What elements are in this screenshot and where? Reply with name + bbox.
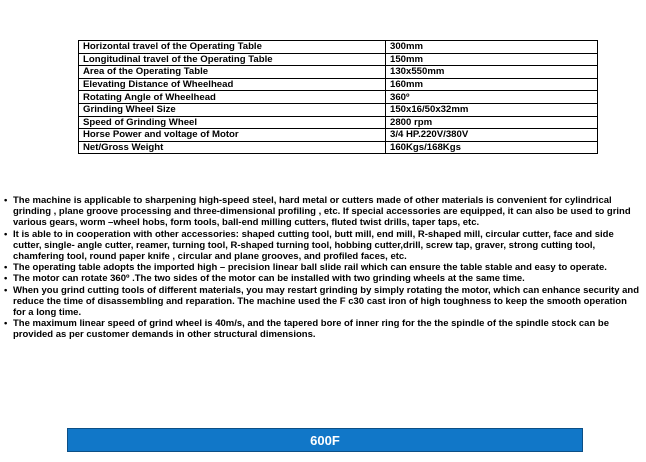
spec-value: 150mm xyxy=(386,53,598,66)
spec-label: Speed of Grinding Wheel xyxy=(79,116,386,129)
spec-row xyxy=(79,103,598,116)
spec-value: 2800 rpm xyxy=(386,116,598,129)
spec-value: 150x16/50x32mm xyxy=(386,103,598,116)
model-label: 600F xyxy=(310,432,340,448)
spec-value: 160mm xyxy=(386,78,598,91)
spec-row xyxy=(79,53,598,66)
spec-row xyxy=(79,141,598,154)
spec-value: 300mm xyxy=(386,41,598,54)
feature-item: • When you grind cutting tools of different materials, you may restart grinding by simply rotating the motor, which can enhance security and reduce the time of disassembling and reparation. The machine used the F c30 cast iron of high toughness to keep the smooth operation for a long time. xyxy=(4,285,640,319)
spec-label: Grinding Wheel Size xyxy=(79,103,386,116)
spec-label: Longitudinal travel of the Operating Table xyxy=(79,53,386,66)
feature-item: • The motor can rotate 360º .The two sides of the motor can be installed with two grinding wheels at the same time. xyxy=(4,273,640,284)
spec-label: Horse Power and voltage of Motor xyxy=(79,129,386,142)
spec-label: Horizontal travel of the Operating Table xyxy=(79,41,386,54)
spec-label: Net/Gross Weight xyxy=(79,141,386,154)
feature-item: • The maximum linear speed of grind wheel is 40m/s, and the tapered bore of inner ring for the the spindle of the spindle stock can be provided as per customer demands in other structural dimensions. xyxy=(4,318,640,340)
spec-label: Elevating Distance of Wheelhead xyxy=(79,78,386,91)
feature-item: • The operating table adopts the imported high – precision linear ball slide rail which can ensure the table stable and easy to operate. xyxy=(4,262,640,273)
feature-item: • The machine is applicable to sharpening high-speed steel, hard metal or cutters made of other materials is convenient for cylindrical grinding , plane groove processing and three-dimensional profiling , etc. If special accessories are equipped, it can also be used to grind various gears, worm –wheel hobs, form tools, ball-end milling cutters, fluted twist drills, taper taps, etc. xyxy=(4,195,640,229)
spec-value: 360º xyxy=(386,91,598,104)
spec-row xyxy=(79,91,598,104)
model-banner xyxy=(67,428,583,452)
spec-value: 160Kgs/168Kgs xyxy=(386,141,598,154)
spec-row xyxy=(79,41,598,54)
spec-label: Area of the Operating Table xyxy=(79,66,386,79)
feature-item: • It is able to in cooperation with other accessories: shaped cutting tool, butt mill, end mill, R-shaped mill, circular cutter, face and side cutter, single- angle cutter, reamer, turning tool, R-shaped turning tool, hobbing cutter,drill, screw tap, graver, strong cutting tool, chamfering tool, round paper knife , circular and plane grooves, and profiled faces, etc. xyxy=(4,229,640,263)
spec-row xyxy=(79,116,598,129)
spec-row xyxy=(79,66,598,79)
spec-value: 3/4 HP.220V/380V xyxy=(386,129,598,142)
spec-table xyxy=(78,40,598,154)
spec-value: 130x550mm xyxy=(386,66,598,79)
spec-label: Rotating Angle of Wheelhead xyxy=(79,91,386,104)
feature-list xyxy=(4,195,640,341)
spec-row xyxy=(79,129,598,142)
spec-row xyxy=(79,78,598,91)
